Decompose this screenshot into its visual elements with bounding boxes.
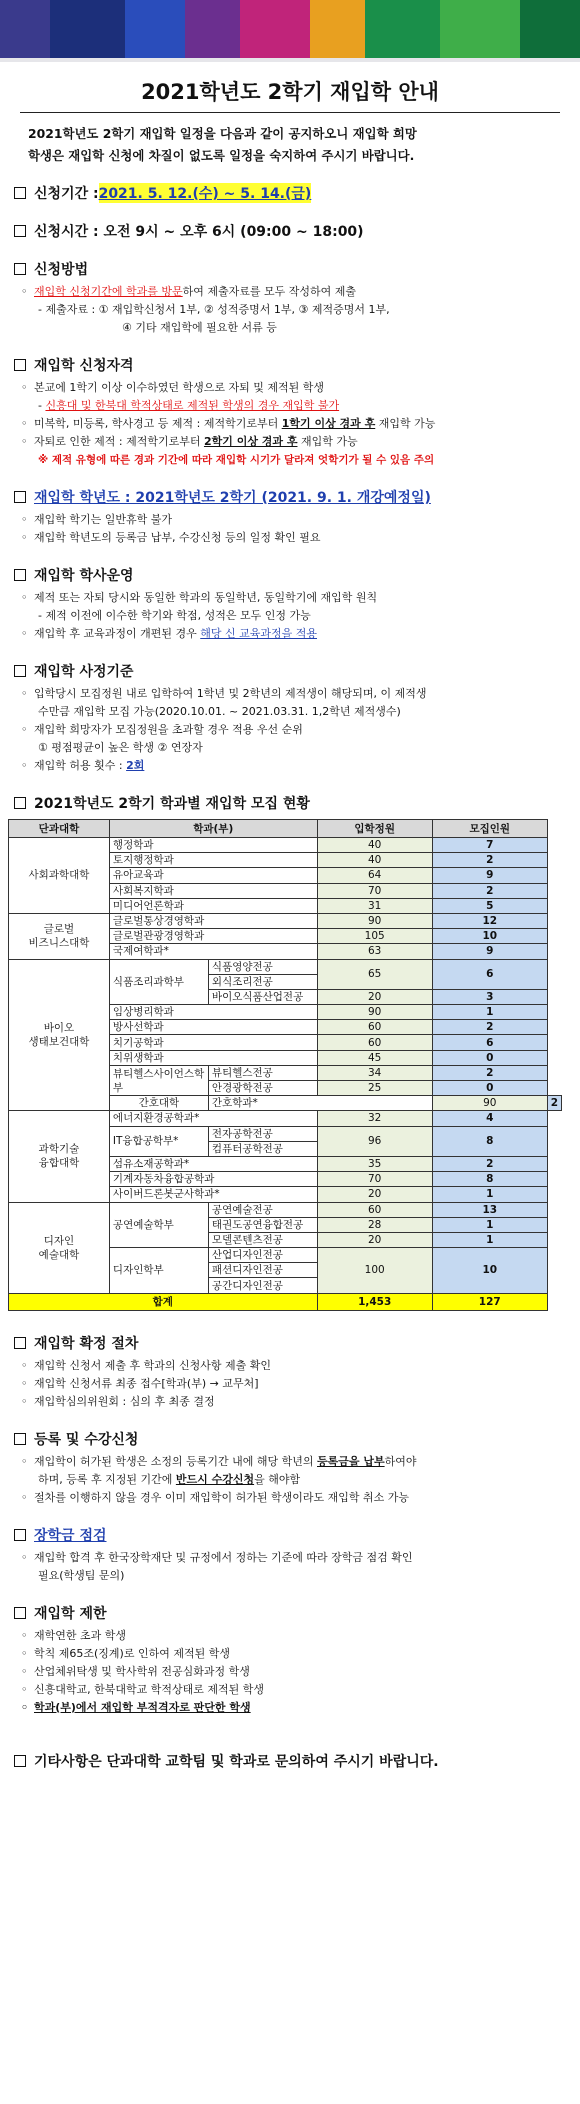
criteria-heading — [14, 661, 566, 681]
col-header: 학과(부) — [109, 820, 317, 838]
college-cell: 글로벌 비즈니스대학 — [9, 913, 110, 959]
procedure-item: ◦ 재입학 신청서류 최종 접수[학과(부) → 교무처] — [14, 1375, 566, 1393]
method-item — [14, 283, 566, 301]
quota-cell: 40 — [317, 853, 432, 868]
dept-cell: 공연예술학부 — [109, 1202, 208, 1248]
quota-cell: 31 — [317, 898, 432, 913]
criteria-count: 2회 — [126, 759, 145, 772]
section-eligibility — [0, 355, 580, 469]
recruit-cell: 2 — [432, 853, 547, 868]
section-restriction — [0, 1603, 580, 1717]
checkbox-square-icon — [14, 1529, 26, 1541]
recruit-cell: 13 — [432, 1202, 547, 1217]
scholarship-heading — [14, 1525, 566, 1545]
eligibility-text: 재입학 가능 — [297, 435, 358, 448]
major-cell: 전자공학전공 — [208, 1126, 317, 1141]
table-row — [9, 913, 562, 928]
dept-cell: 치위생학과 — [109, 1050, 317, 1065]
criteria-item: ◦ 재입학 희망자가 모집정원을 초과할 경우 적용 우선 순위 — [14, 721, 566, 739]
dept-cell: 섬유소재공학과* — [109, 1156, 317, 1171]
intro-line: 학생은 재입학 신청에 차질이 없도록 일정을 숙지하여 주시기 바랍니다. — [28, 148, 415, 163]
major-cell: 식품영양전공 — [208, 959, 317, 974]
eligibility-emph: 2학기 이상 경과 후 — [203, 435, 298, 448]
recruit-cell: 2 — [432, 1156, 547, 1171]
intro-paragraph — [0, 123, 580, 167]
operation-text: 재입학 후 교육과정이 개편된 경우 — [34, 627, 201, 640]
major-cell: 패션디자인전공 — [208, 1263, 317, 1278]
dept-cell: 글로벌관광경영학과 — [109, 929, 317, 944]
registration-item: ◦ 절차를 이행하지 않을 경우 이미 재입학이 허가된 학생이라도 재입학 취소 가능 — [14, 1489, 566, 1507]
registration-heading — [14, 1429, 566, 1449]
college-cell: 디자인 예술대학 — [9, 1202, 110, 1293]
major-cell: 바이오식품산업전공 — [208, 989, 317, 1004]
year-heading-text: 재입학 학년도 : 2021학년도 2학기 (2021. 9. 1. 개강예정일) — [34, 490, 431, 506]
criteria-text: 재입학 허용 횟수 : — [34, 759, 127, 772]
dept-cell: 유아교육과 — [109, 868, 317, 883]
operation-emph: 해당 신 교육과정을 적용 — [200, 627, 317, 640]
section-year — [0, 487, 580, 547]
quota-cell: 63 — [317, 944, 432, 959]
quota-cell: 60 — [317, 1035, 432, 1050]
dept-cell: 사이버드론봇군사학과* — [109, 1187, 317, 1202]
dept-cell: 방사선학과 — [109, 1020, 317, 1035]
recruit-cell: 5 — [432, 898, 547, 913]
banner-color-block — [240, 0, 310, 58]
section-scholarship — [0, 1525, 580, 1585]
criteria-item — [14, 757, 566, 775]
quota-cell: 70 — [317, 1172, 432, 1187]
criteria-item: ◦ 입학당시 모집정원 내로 입학하여 1학년 및 2학년의 제적생이 해당되며, 이 제적생 — [14, 685, 566, 703]
time-label: 신청시간 : 오전 9시 ~ 오후 6시 (09:00 ~ 18:00) — [34, 224, 364, 240]
eligibility-heading — [14, 355, 566, 375]
section-method — [0, 259, 580, 337]
dept-cell: 에너지환경공학과* — [109, 1111, 317, 1126]
section-registration — [0, 1429, 580, 1507]
quota-cell: 90 — [432, 1096, 547, 1111]
banner-color-block — [365, 0, 440, 58]
quota-cell: 34 — [317, 1065, 432, 1080]
year-item: ◦ 재입학 학기는 일반휴학 불가 — [14, 511, 566, 529]
method-heading-text: 신청방법 — [34, 262, 89, 278]
table-heading-text: 2021학년도 2학기 학과별 재입학 모집 현황 — [34, 796, 310, 812]
procedure-heading — [14, 1333, 566, 1353]
recruit-cell: 0 — [432, 1050, 547, 1065]
major-cell: 컴퓨터공학전공 — [208, 1141, 317, 1156]
period-label: 신청기간 : — [34, 186, 99, 202]
eligibility-item: ◦ 본교에 1학기 이상 이수하였던 학생으로 자퇴 및 제적된 학생 — [14, 379, 566, 397]
method-rest-text: 하여 제출자료를 모두 작성하여 제출 — [182, 285, 357, 298]
recruit-cell: 6 — [432, 1035, 547, 1050]
operation-sub: - 제적 이전에 이수한 학기와 학점, 성적은 모두 인정 가능 — [38, 609, 311, 622]
dept-cell: 미디어언론학과 — [109, 898, 317, 913]
college-cell: 과학기술 융합대학 — [9, 1111, 110, 1202]
dept-cell: 간호학과* — [208, 1096, 432, 1111]
restriction-heading — [14, 1603, 566, 1623]
dept-cell: 식품조리과학부 — [109, 959, 208, 1005]
operation-heading-text: 재입학 학사운영 — [34, 568, 134, 584]
major-cell: 안경광학전공 — [208, 1081, 317, 1096]
intro-line: 2021학년도 2학기 재입학 일정을 다음과 같이 공지하오니 재입학 희망 — [28, 126, 417, 141]
eligibility-warning: 신흥대 및 한북대 학적상태로 제적된 학생의 경우 재입학 불가 — [45, 399, 340, 412]
time-heading — [14, 221, 566, 241]
recruit-cell: 12 — [432, 913, 547, 928]
year-heading — [14, 487, 566, 507]
banner-color-block — [50, 0, 125, 58]
major-cell: 뷰티헬스전공 — [208, 1065, 317, 1080]
dept-cell: 토지행정학과 — [109, 853, 317, 868]
restriction-item: ◦ 학과(부)에서 재입학 부적격자로 판단한 학생 — [14, 1699, 566, 1717]
dept-cell: 치기공학과 — [109, 1035, 317, 1050]
procedure-item: ◦ 재입학심의위원회 : 심의 후 최종 결정 — [14, 1393, 566, 1411]
period-heading — [14, 183, 566, 203]
restriction-item: ◦ 신흥대학교, 한북대학교 학적상태로 제적된 학생 — [14, 1681, 566, 1699]
recruit-cell: 10 — [432, 929, 547, 944]
banner-color-block — [125, 0, 185, 58]
registration-heading-text: 등록 및 수강신청 — [34, 1431, 139, 1448]
banner-color-block — [0, 0, 50, 58]
checkbox-square-icon — [14, 225, 26, 237]
quota-cell: 25 — [317, 1081, 432, 1096]
recruit-cell: 8 — [432, 1126, 547, 1156]
procedure-heading-text: 재입학 확정 절차 — [34, 1335, 139, 1352]
quota-cell: 64 — [317, 868, 432, 883]
col-header: 입학정원 — [317, 820, 432, 838]
recruit-cell: 2 — [432, 1065, 547, 1080]
eligibility-text: 재입학 가능 — [375, 417, 436, 430]
scholarship-cont: 필요(학생팀 문의) — [38, 1568, 125, 1582]
recruit-cell: 9 — [432, 944, 547, 959]
checkbox-square-icon — [14, 1337, 26, 1349]
recruit-cell: 1 — [432, 1217, 547, 1232]
quota-cell: 35 — [317, 1156, 432, 1171]
dept-cell: 사회복지학과 — [109, 883, 317, 898]
eligibility-text: 미복학, 미등록, 학사경고 등 제적 : 제적학기로부터 — [34, 417, 282, 430]
criteria-priority: ① 평점평균이 높은 학생 ② 연장자 — [38, 741, 203, 754]
restriction-item: ◦ 재학연한 초과 학생 — [14, 1627, 566, 1645]
section-criteria — [0, 661, 580, 775]
registration-text: 을 해야함 — [254, 1472, 301, 1486]
operation-item: ◦ 제적 또는 자퇴 당시와 동일한 학과의 동일학년, 동일학기에 재입학 원칙 — [14, 589, 566, 607]
title-divider — [20, 112, 560, 113]
year-item: ◦ 재입학 학년도의 등록금 납부, 수강신청 등의 일정 확인 필요 — [14, 529, 566, 547]
recruit-cell: 1 — [432, 1232, 547, 1247]
procedure-item: ◦ 재입학 신청서 제출 후 학과의 신청사항 제출 확인 — [14, 1357, 566, 1375]
restriction-heading-text: 재입학 제한 — [34, 1605, 107, 1622]
eligibility-note: ※ 제적 유형에 따른 경과 기간에 따라 재입학 시기가 달라져 엇학기가 될 수 있음 주의 — [38, 454, 435, 466]
college-cell: 간호대학 — [109, 1096, 208, 1111]
checkbox-square-icon — [14, 1433, 26, 1445]
section-procedure — [0, 1333, 580, 1411]
quota-cell: 96 — [317, 1126, 432, 1156]
operation-item — [14, 625, 566, 643]
banner-color-block — [520, 0, 580, 58]
scholarship-heading-text: 장학금 점검 — [34, 1527, 107, 1544]
closing-text: 기타사항은 단과대학 교학팀 및 학과로 문의하여 주시기 바랍니다. — [34, 1753, 439, 1770]
recruit-cell: 10 — [432, 1248, 547, 1294]
major-cell: 공간디자인전공 — [208, 1278, 317, 1293]
registration-item — [14, 1453, 566, 1471]
quota-cell: 45 — [317, 1050, 432, 1065]
dept-cell: 디자인학부 — [109, 1248, 208, 1294]
table-row — [9, 959, 562, 974]
restriction-item: ◦ 산업체위탁생 및 학사학위 전공심화과정 학생 — [14, 1663, 566, 1681]
registration-text: 하여야 — [384, 1454, 417, 1468]
recruit-cell: 1 — [432, 1187, 547, 1202]
total-quota: 1,453 — [317, 1293, 432, 1310]
quota-cell: 32 — [317, 1111, 432, 1126]
dept-cell: IT융합공학부* — [109, 1126, 208, 1156]
page-title: 2021학년도 2학기 재입학 안내 — [141, 80, 439, 104]
scholarship-item: ◦ 재입학 합격 후 한국장학재단 및 규정에서 정하는 기준에 따라 장학금 점검 확인 — [14, 1549, 566, 1567]
table-row — [9, 1111, 562, 1126]
banner-color-block — [310, 0, 365, 58]
quota-cell: 20 — [317, 1232, 432, 1247]
dept-cell: 국제여학과* — [109, 944, 317, 959]
recruit-cell: 7 — [432, 838, 547, 853]
quota-cell: 90 — [317, 913, 432, 928]
table-row — [9, 1202, 562, 1217]
dept-cell: 글로벌통상경영학과 — [109, 913, 317, 928]
checkbox-square-icon — [14, 665, 26, 677]
registration-cont — [14, 1471, 566, 1489]
quota-cell: 28 — [317, 1217, 432, 1232]
dept-cell: 뷰티헬스사이언스학부 — [109, 1065, 208, 1095]
checkbox-square-icon — [14, 797, 26, 809]
major-cell: 태권도공연융합전공 — [208, 1217, 317, 1232]
checkbox-square-icon — [14, 569, 26, 581]
eligibility-text: 자퇴로 인한 제적 : 제적학기로부터 — [34, 435, 204, 448]
eligibility-dash: - — [38, 399, 46, 412]
checkbox-square-icon — [14, 263, 26, 275]
quota-cell: 40 — [317, 838, 432, 853]
total-row — [9, 1293, 562, 1310]
recruit-cell: 6 — [432, 959, 547, 989]
banner-stripe — [0, 58, 580, 62]
method-heading — [14, 259, 566, 279]
header-banner — [0, 0, 580, 58]
period-value: 2021. 5. 12.(수) ~ 5. 14.(금) — [99, 183, 312, 203]
recruit-cell: 2 — [432, 883, 547, 898]
major-cell: 산업디자인전공 — [208, 1248, 317, 1263]
criteria-heading-text: 재입학 사정기준 — [34, 664, 134, 680]
college-cell: 바이오 생태보건대학 — [9, 959, 110, 1111]
major-cell: 공연예술전공 — [208, 1202, 317, 1217]
recruit-cell: 2 — [432, 1020, 547, 1035]
quota-cell: 60 — [317, 1202, 432, 1217]
recruit-cell: 4 — [432, 1111, 547, 1126]
quota-cell: 105 — [317, 929, 432, 944]
registration-text: 하며, 등록 후 지정된 기간에 — [38, 1472, 176, 1486]
banner-color-block — [440, 0, 520, 58]
banner-color-block — [185, 0, 240, 58]
quota-cell: 65 — [317, 959, 432, 989]
table-row — [9, 838, 562, 853]
college-cell: 사회과학대학 — [9, 838, 110, 914]
restriction-item: ◦ 학칙 제65조(징계)로 인하여 제적된 학생 — [14, 1645, 566, 1663]
section-table — [0, 793, 580, 813]
criteria-item-cont: 수만큼 재입학 모집 가능(2020.10.01. ~ 2021.03.31. 1,2학년 제적생수) — [38, 705, 401, 718]
recruit-cell: 2 — [547, 1096, 561, 1111]
checkbox-square-icon — [14, 1607, 26, 1619]
eligibility-emph: 1학기 이상 경과 후 — [281, 417, 376, 430]
quota-cell: 100 — [317, 1248, 432, 1294]
quota-cell: 20 — [317, 989, 432, 1004]
recruit-cell: 9 — [432, 868, 547, 883]
quota-cell: 60 — [317, 1020, 432, 1035]
method-visit-text: 재입학 신청기간에 학과를 방문 — [34, 285, 183, 298]
eligibility-item — [14, 415, 566, 433]
quota-cell: 90 — [317, 1005, 432, 1020]
major-cell: 외식조리전공 — [208, 974, 317, 989]
quota-cell: 70 — [317, 883, 432, 898]
quota-cell: 20 — [317, 1187, 432, 1202]
method-docs: - 제출자료 : ① 재입학신청서 1부, ② 성적증명서 1부, ③ 제적증명서 1부, — [38, 303, 390, 316]
operation-heading — [14, 565, 566, 585]
recruit-cell: 0 — [432, 1081, 547, 1096]
checkbox-square-icon — [14, 187, 26, 199]
recruit-cell: 1 — [432, 1005, 547, 1020]
checkbox-square-icon — [14, 1755, 26, 1767]
closing-note — [0, 1751, 580, 1771]
dept-cell: 임상병리학과 — [109, 1005, 317, 1020]
recruit-table — [8, 819, 562, 1311]
section-time — [0, 221, 580, 241]
checkbox-square-icon — [14, 491, 26, 503]
eligibility-heading-text: 재입학 신청자격 — [34, 358, 134, 374]
registration-text: 재입학이 허가된 학생은 소정의 등록기간 내에 해당 학년의 — [34, 1454, 317, 1468]
total-label: 합계 — [9, 1293, 318, 1310]
section-period — [0, 183, 580, 203]
section-operation — [0, 565, 580, 643]
recruit-cell: 8 — [432, 1172, 547, 1187]
checkbox-square-icon — [14, 359, 26, 371]
major-cell: 모델콘텐츠전공 — [208, 1232, 317, 1247]
dept-cell: 행정학과 — [109, 838, 317, 853]
registration-emph: 반드시 수강신청 — [175, 1472, 255, 1486]
col-header: 모집인원 — [432, 820, 547, 838]
total-recruit: 127 — [432, 1293, 547, 1310]
recruit-cell: 3 — [432, 989, 547, 1004]
method-docs-more: ④ 기타 재입학에 필요한 서류 등 — [122, 321, 277, 334]
registration-emph: 등록금을 납부 — [317, 1454, 385, 1468]
eligibility-sub — [14, 397, 566, 415]
table-header-row — [9, 820, 562, 838]
table-heading — [14, 793, 580, 813]
col-header: 단과대학 — [9, 820, 110, 838]
dept-cell: 기계자동차융합공학과 — [109, 1172, 317, 1187]
eligibility-item — [14, 433, 566, 451]
